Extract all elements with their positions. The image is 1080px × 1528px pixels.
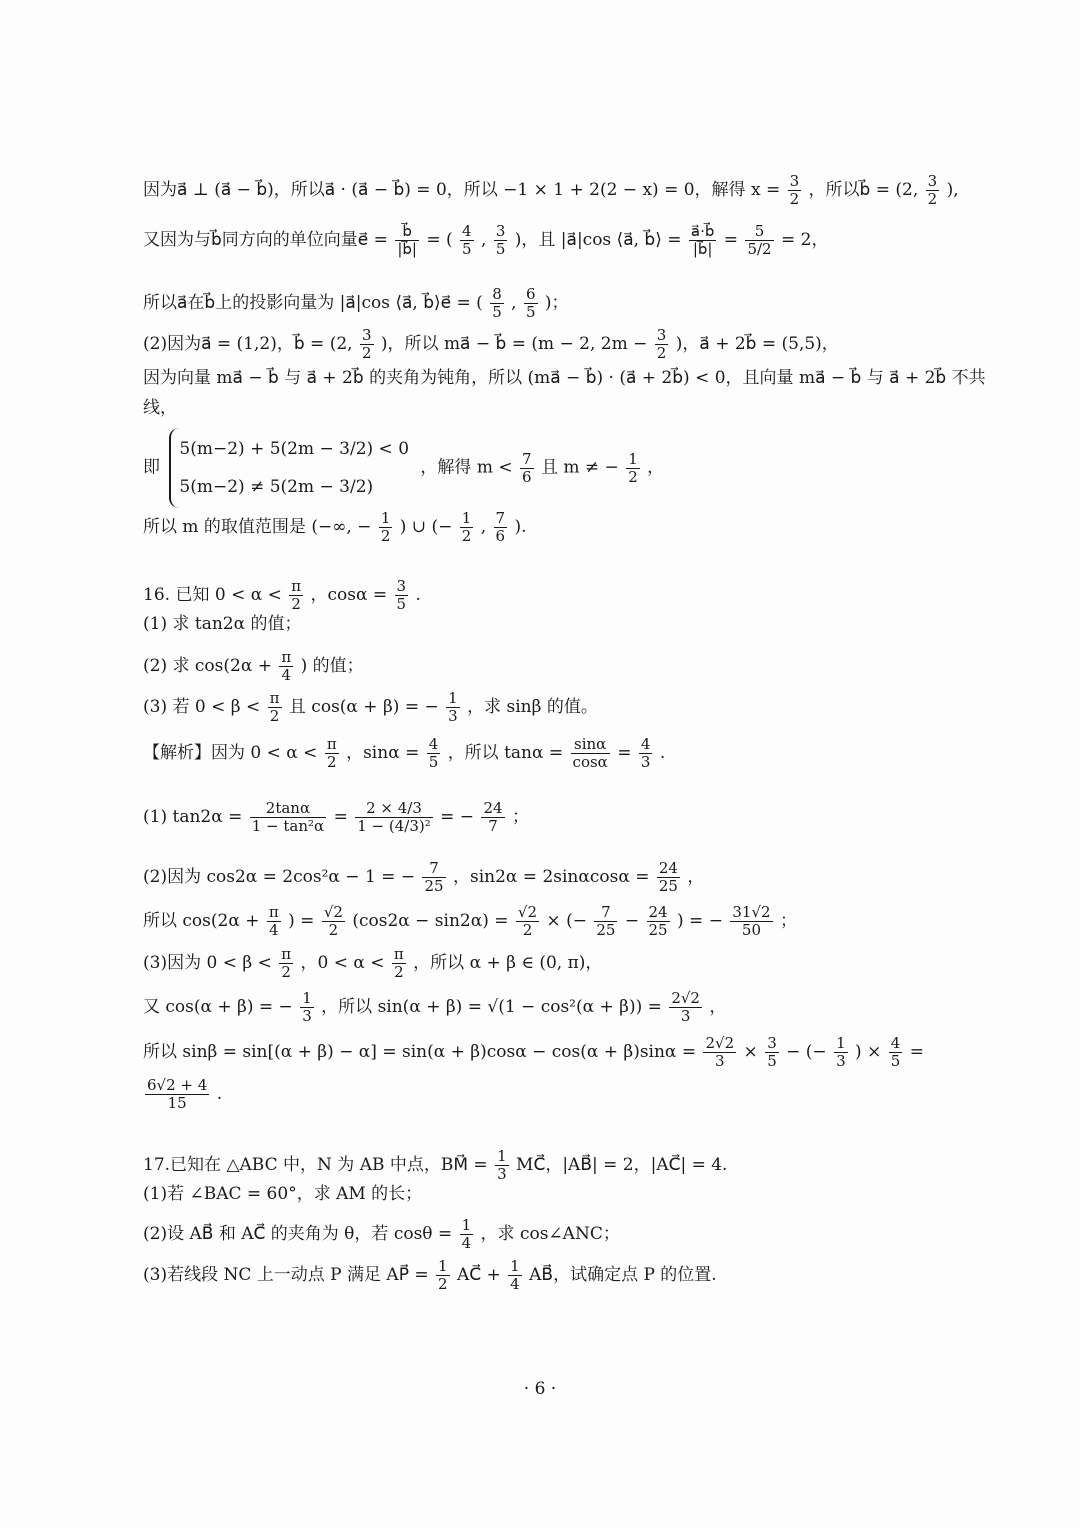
text-line: (3) 若 0 < β < $\frac{\pi}{2}$ 且 cos(α + β) = − $\frac{1}{3}$ ，求 sinβ 的值。 [143,689,598,725]
fraction: $\frac{1}{2}$ [438,1257,448,1293]
text-line: (3)若线段 NC 上一动点 P 满足 AP⃗ = $\frac{1}{2}$ AC⃗ + $\frac{1}{4}$ AB⃗，试确定点 P 的位置. [143,1257,717,1293]
fraction: $\frac{7}{25}$ [596,903,616,939]
fraction: $\frac{\pi}{2}$ [291,577,302,613]
fraction: $\frac{6}{5}$ [525,285,536,321]
fraction: $\frac{2\tan\alpha}{\text{1 − tan²α}}$ [251,799,325,835]
fraction: $\frac{√2}{2}$ [323,903,343,939]
fraction: $\frac{\pi}{2}$ [269,689,280,725]
fraction: $\frac{1}{4}$ [461,1216,472,1252]
fraction: $\frac{\sin\alpha}{\cos\alpha}$ [572,735,608,771]
fraction: $\frac{8}{5}$ [492,285,502,321]
text-line: (2) 求 cos(2α + $\frac{\pi}{4}$ ) 的值； [143,648,364,684]
text-line: 所以a⃗在b⃗上的投影向量为 |a⃗|cos ⟨a⃗, b⃗⟩e⃗ = ( $\frac{8}{5}$ , $\frac{6}{5}$ )； [143,285,569,321]
fraction: $\frac{6√2 + 4}{15}$ [147,1076,208,1112]
fraction: $\frac{7}{6}$ [495,509,506,545]
text-line: 因为a⃗ ⊥ (a⃗ − b⃗)，所以a⃗ · (a⃗ − b⃗) = 0，所以 −1 × 1 + 2(2 − x) = 0，解得 x = $\frac{3}{2}$ ，所以b⃗ = (2, $\frac{3}{2}$ ), [143,172,959,208]
problem-17-statement: 17.已知在 △ABC 中，N 为 AB 中点，BM⃗ = $\frac{1}{3}$ MC⃗，|AB⃗| = 2，|AC⃗| = 4. [143,1147,728,1183]
fraction: $\frac{4}{3}$ [640,735,651,771]
fraction: $\frac{1}{2}$ [628,449,638,486]
fraction: $\frac{\pi}{2}$ [393,945,404,981]
equation-system-line: 即 5(m−2) + 5(2m − 3/2) < 0 5(m−2) ≠ 5(2m − 3/2) ，解得 m < $\frac{7}{6}$ 且 m ≠ − $\frac{1}{2}$ ， [143,428,664,508]
fraction: $\frac{1}{3}$ [836,1034,846,1070]
fraction: $\frac{1}{2}$ [461,509,472,545]
text-line: 又 cos(α + β) = − $\frac{1}{3}$ ，所以 sin(α + β) = √(1 − cos²(α + β)) = $\frac{2√2}{3}$ ， [143,989,727,1025]
problem-16-statement: 16. 已知 0 < α < $\frac{\pi}{2}$ ，cosα = $\frac{3}{5}$ . [143,577,421,613]
fraction: $\frac{1}{3}$ [497,1147,507,1183]
fraction: $\frac{3}{2}$ [789,172,800,208]
text-line: (3)因为 0 < β < $\frac{\pi}{2}$ ，0 < α < $\frac{\pi}{2}$ ，所以 α + β ∈ (0, π)， [143,945,603,981]
fraction: $\frac{\pi}{4}$ [268,903,279,939]
fraction: $\frac{24}{7}$ [483,799,503,835]
fraction: $\frac{1}{4}$ [510,1257,520,1293]
fraction: $\frac{4}{5}$ [462,222,472,258]
text-line: 线， [143,398,177,418]
fraction: $\frac{3}{2}$ [927,172,938,208]
text-line: (1) 求 tan2α 的值； [143,614,302,634]
fraction: $\frac{24}{25}$ [648,903,668,939]
text-line: (2)设 AB⃗ 和 AC⃗ 的夹角为 θ，若 cosθ = $\frac{1}{4}$ ，求 cos∠ANC； [143,1216,620,1252]
text-line: (1) tan2α = $\frac{2\tan\alpha}{\text{1 − tan²α}}$ = $\frac{2 \times 4/3}{\text{1 − (4/3)²}}$ = − $\frac{24}{7}$ ； [143,799,529,835]
fraction: $\frac{\pi}{4}$ [281,648,292,684]
fraction: $\frac{3}{5}$ [495,222,506,258]
fraction: $\frac{2√2}{3}$ [705,1034,735,1070]
page-number: · 6 · [523,1379,557,1399]
fraction: $\frac{a⃗\cdot b⃗}{|b⃗|}$ [690,222,715,258]
text-line: (2)因为a⃗ = (1,2)，b⃗ = (2, $\frac{3}{2}$ )，所以 ma⃗ − b⃗ = (m − 2, 2m − $\frac{3}{2}$ )，a⃗ + 2b⃗ = (5,5)， [143,326,839,362]
text-line: 所以 cos(2α + $\frac{\pi}{4}$ ) = $\frac{√2}{2}$ (cos2α − sin2α) = $\frac{√2}{2}$ × (− $\frac{7}{25}$ − $\frac{24}{25}$ ) = − $\frac{31√2}{50}$ ； [143,903,797,939]
fraction: $\frac{\pi}{2}$ [281,945,292,981]
fraction: $\frac{\pi}{2}$ [326,735,337,771]
fraction: $\frac{b⃗}{|b⃗|}$ [397,222,417,258]
fraction: $\frac{1}{3}$ [302,989,312,1025]
fraction: $\frac{2√2}{3}$ [671,989,700,1025]
fraction: $\frac{7}{25}$ [424,859,444,895]
fraction: $\frac{24}{25}$ [658,859,678,895]
fraction: $\frac{3}{5}$ [396,577,407,613]
fraction: $\frac{1}{3}$ [448,689,458,725]
fraction: $\frac{√2}{2}$ [517,903,538,939]
text-line: (1)若 ∠BAC = 60°，求 AM 的长； [143,1184,423,1204]
text-line: $\frac{6√2 + 4}{15}$ . [147,1076,223,1112]
fraction: $\frac{2 \times 4/3}{\text{1 − (4/3)²}}$ [357,799,431,835]
fraction: $\frac{4}{5}$ [428,735,439,771]
text-line: 因为向量 ma⃗ − b⃗ 与 a⃗ + 2b⃗ 的夹角为钝角，所以 (ma⃗ − b⃗) · (a⃗ + 2b⃗) < 0，且向量 ma⃗ − b⃗ 与 a⃗ + 2b⃗ 不共 [143,368,986,388]
fraction: $\frac{1}{2}$ [380,509,391,545]
text-line: 又因为与b⃗同方向的单位向量e⃗ = $\frac{b⃗}{|b⃗|}$ = ( $\frac{4}{5}$ , $\frac{3}{5}$ )，且 |a⃗|cos ⟨a⃗, b⃗⟩ = $\frac{a⃗\cdot b⃗}{|b⃗|}$ = $\frac{5}{5/2}$ = 2， [143,222,829,258]
fraction: $\frac{3}{2}$ [361,326,372,362]
fraction: $\frac{3}{5}$ [767,1034,777,1070]
text-line: (2)因为 cos2α = 2cos²α − 1 = − $\frac{7}{25}$ ，sin2α = 2sinαcosα = $\frac{24}{25}$ ， [143,859,705,895]
solution-intro: 【解析】因为 0 < α < $\frac{\pi}{2}$ ，sinα = $\frac{4}{5}$ ，所以 tanα = $\frac{\sin\alpha}{\cos\alpha}$ = $\frac{4}{3}$ . [143,735,666,771]
fraction: $\frac{4}{5}$ [890,1034,901,1070]
text-line: 所以 sinβ = sin[(α + β) − α] = sin(α + β)cosα − cos(α + β)sinα = $\frac{2√2}{3}$ × $\frac{3}{5}$ − (− $\frac{1}{3}$ ) × $\frac{4}{5}$ = [143,1034,924,1070]
text-line: 所以 m 的取值范围是 (−∞, − $\frac{1}{2}$ ) ∪ (− $\frac{1}{2}$ , $\frac{7}{6}$ ). [143,509,527,545]
fraction: $\frac{7}{6}$ [522,449,532,486]
equation-system: 5(m−2) + 5(2m − 3/2) < 0 5(m−2) ≠ 5(2m − 3/2) [169,428,409,508]
fraction: $\frac{31√2}{50}$ [732,903,771,939]
fraction: $\frac{3}{2}$ [656,326,667,362]
fraction: $\frac{5}{5/2}$ [747,222,772,258]
